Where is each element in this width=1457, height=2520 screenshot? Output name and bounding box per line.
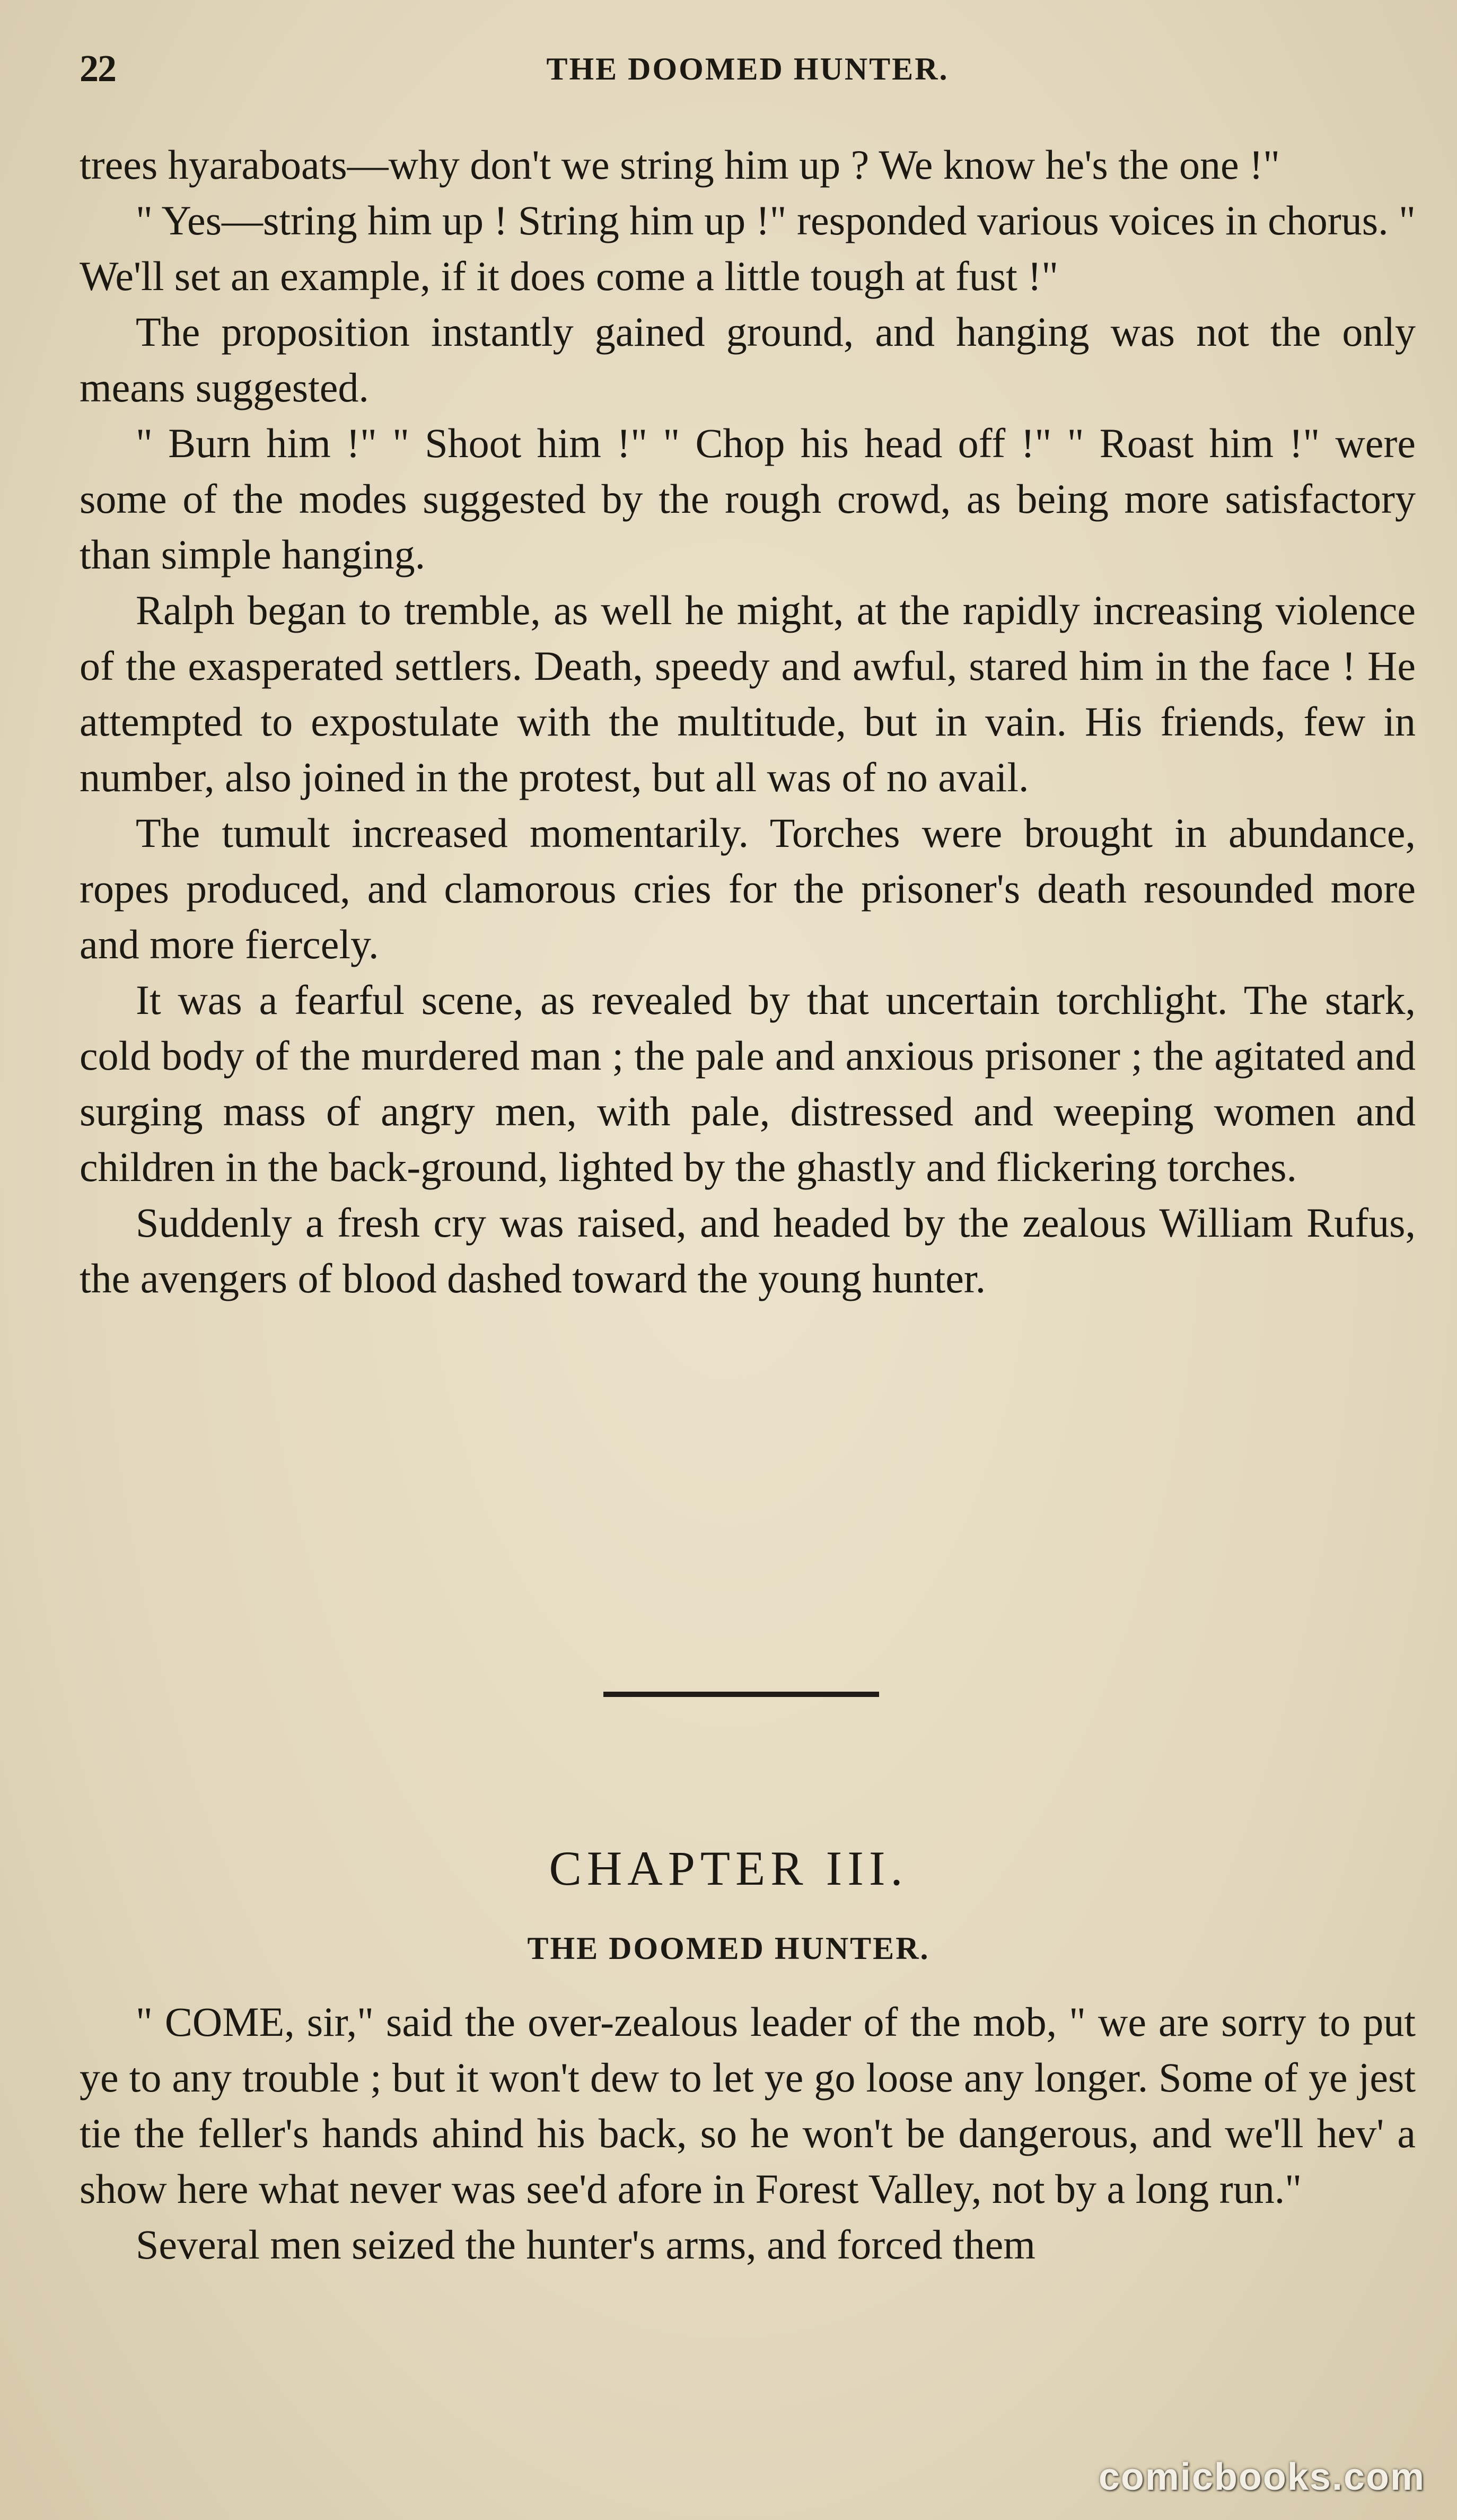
page-header (80, 47, 1416, 94)
paragraph: The tumult increased momentarily. Torches were brought in abundance, ropes produced, and clamorous cries for the prisoner's death resounded more and more fiercely. (80, 810, 1416, 967)
paragraph: Suddenly a fresh cry was raised, and headed by the zealous William Rufus, the avengers of blood dashed toward the young hunter. (80, 1200, 1416, 1301)
paragraph: Several men seized the hunter's arms, and forced them (136, 2221, 1035, 2268)
paragraph: " Burn him !" " Shoot him !" " Chop his head off !" " Roast him !" were some of the modes suggested by the rough crowd, as being more satisfactory than simple hanging. (80, 420, 1416, 578)
chapter-text (80, 1994, 1416, 2272)
chapter-subtitle: THE DOOMED HUNTER. (527, 1931, 930, 1966)
section-divider (603, 1692, 879, 1697)
paragraph: trees hyaraboats—why don't we string him up ? We know he's the one !" (80, 142, 1280, 188)
paragraph: " COME, sir," said the over-zealous leader of the mob, " we are sorry to put ye to any trouble ; but it won't dew to let ye go loose any longer. Some of ye jest tie the feller's hands ahind his back, so he won't be dangerous, and we'll hev' a show here what never was see'd afore in Forest Valley, not by a long run." (80, 1999, 1416, 2212)
paragraph: Ralph began to tremble, as well he might, at the rapidly increasing violence of the exasperated settlers. Death, speedy and awful, stared him in the face ! He attempted to expostulate with the multitude, but in vain. His friends, few in number, also joined in the protest, but all was of no avail. (80, 587, 1416, 800)
paragraph: It was a fearful scene, as revealed by that uncertain torchlight. The stark, cold body of the murdered man ; the pale and anxious prisoner ; the agitated and surging mass of angry men, with pale, distressed and weeping women and children in the back-ground, lighted by the ghastly and flickering torches. (80, 977, 1416, 1190)
body-text (80, 137, 1416, 1306)
running-head: THE DOOMED HUNTER. (546, 51, 949, 86)
page-number: 22 (80, 47, 116, 90)
watermark: comicbooks.com (1098, 2456, 1425, 2498)
paragraph: " Yes—string him up ! String him up !" responded various voices in chorus. " We'll set an example, if it does come a little tough at fust !" (80, 197, 1416, 299)
paragraph: The proposition instantly gained ground, and hanging was not the only means suggested. (80, 309, 1416, 410)
chapter-title: CHAPTER III. (549, 1841, 908, 1895)
